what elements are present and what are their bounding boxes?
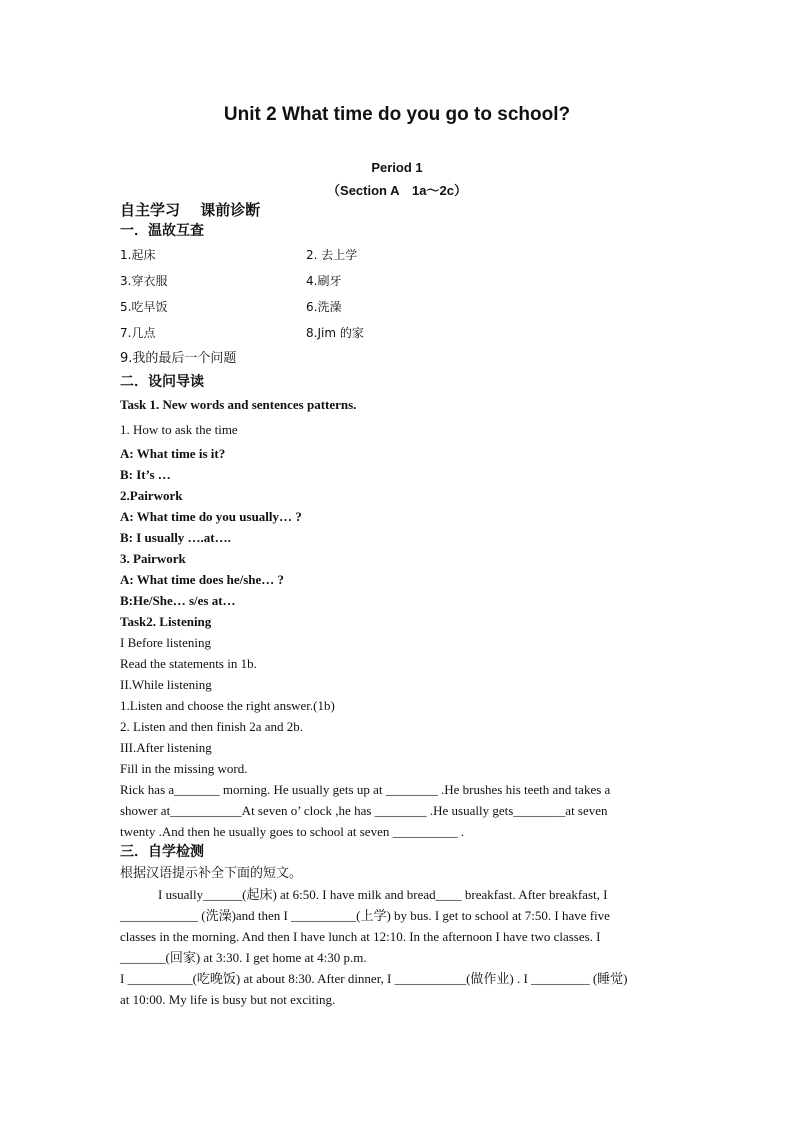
pairwork-title: 2.Pairwork [120,488,183,503]
dialog-line: A: What time does he/she… ? [120,572,285,587]
dialog-line: B:He/She… s/es at… [120,593,236,608]
vocab-item: 7.几点 [120,326,156,340]
dialog-line: B: It’s … [120,467,171,482]
question-1: 1. How to ask the time [120,422,238,437]
passage-line: _______(回家) at 3:30. I get home at 4:30 p.m. [120,950,367,965]
listening-step: 1.Listen and choose the right answer.(1b) [120,698,335,713]
passage-line: at 10:00. My life is busy but not exciting. [120,992,336,1007]
listening-step: III.After listening [120,740,212,755]
part3-heading: 三．自学检测 [120,844,204,860]
task2-title: Task2. Listening [120,614,212,629]
passage-line: ____________ (洗澡)and then I __________(上学) by bus. I get to school at 7:50. I have five [120,908,610,923]
part2-heading: 二．设问导读 [120,374,204,390]
passage-line: I __________(吃晚饭) at about 8:30. After dinner, I ___________(做作业) . I _________ (睡觉) [120,971,628,986]
vocab-item: 2. 去上学 [306,248,358,262]
listening-step: Read the statements in 1b. [120,656,257,671]
section-label: （Section A 1a～2c） [327,183,467,198]
fill-in-line: shower at___________At seven o’ clock ,he has ________ .He usually gets________at seven [120,803,608,818]
fill-in-line: Rick has a_______ morning. He usually gets up at ________ .He brushes his teeth and takes a [120,782,611,797]
worksheet-body [120,200,676,1010]
vocab-item: 6.洗澡 [306,300,342,314]
listening-step: Fill in the missing word. [120,761,248,776]
task1-title: Task 1. New words and sentences patterns. [120,397,357,412]
dialog-line: B: I usually ….at…. [120,530,231,545]
part3-instruction: 根据汉语提示补全下面的短文。 [120,866,303,881]
vocab-item-9: 9.我的最后一个问题 [120,351,237,366]
pairwork-title: 3. Pairwork [120,551,186,566]
study-heading: 自主学习 课前诊断 [120,201,261,219]
listening-step: II.While listening [120,677,212,692]
part1-heading: 一．温故互查 [120,223,204,239]
vocab-item: 4.刷牙 [306,274,342,288]
vocab-item: 5.吃早饭 [120,300,168,314]
vocab-grid [120,242,676,346]
vocab-item: 1.起床 [120,248,156,262]
dialog-line: A: What time do you usually… ? [120,509,302,524]
vocab-item: 3.穿衣服 [120,274,168,288]
period-label: Period 1 [371,160,423,175]
listening-step: 2. Listen and then finish 2a and 2b. [120,719,304,734]
fill-in-line: twenty .And then he usually goes to school at seven __________ . [120,824,465,839]
passage-line: classes in the morning. And then I have lunch at 12:10. In the afternoon I have two classes. I [120,929,601,944]
vocab-item: 8.Jim 的家 [306,326,364,340]
listening-step: I Before listening [120,635,211,650]
passage-line: I usually______(起床) at 6:50. I have milk and bread____ breakfast. After breakfast, I [158,887,608,902]
dialog-line: A: What time is it? [120,446,226,461]
page-title: Unit 2 What time do you go to school? [223,104,571,125]
